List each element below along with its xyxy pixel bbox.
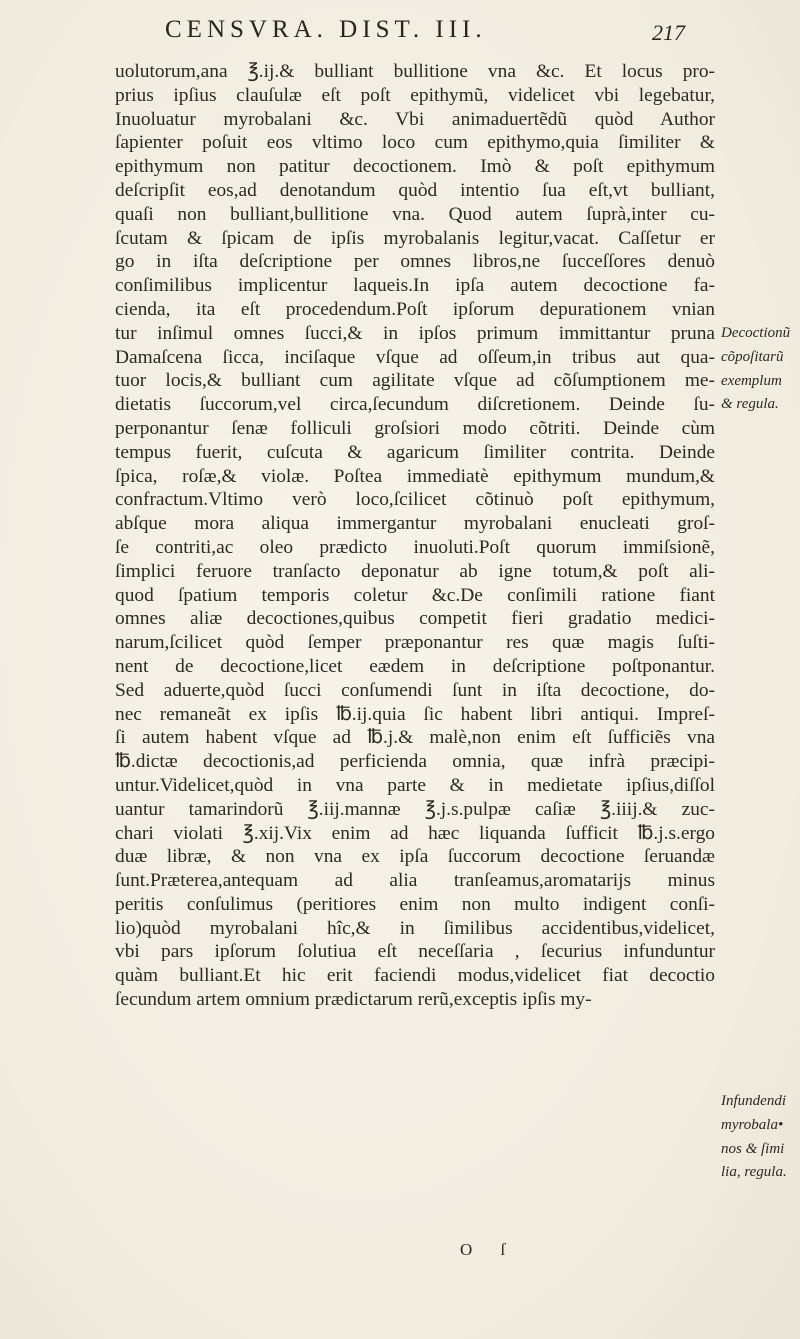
text-line: lio)quòd myrobalani hîc,& in ſimilibus accidentibus,videlicet,	[115, 917, 715, 939]
text-line: duæ libræ, & non vna ex ipſa ſuccorum decoctione ſeruandæ	[115, 846, 715, 868]
text-line: quaſi non bulliant,bullitione vna. Quod autem ſuprà,inter cu-	[115, 203, 715, 225]
text-line: tempus fuerit, cuſcuta & agaricum ſimiliter contrita. Deinde	[115, 441, 715, 463]
page-number: 217	[652, 20, 685, 45]
text-line: narum,ſcilicet quòd ſemper præponantur res quæ magis ſuſti-	[115, 632, 715, 654]
text-line: untur.Videlicet,quòd in vna parte & in medietate ipſius,diſſol	[115, 774, 715, 796]
text-line: Damaſcena ſicca, inciſaque vſque ad oſſeum,in tribus aut qua-	[115, 346, 715, 368]
text-line: deſcripſit eos,ad denotandum quòd intentio ſua eſt,vt bulliant,	[115, 179, 715, 201]
text-line: ſunt.Præterea,antequam ad alia tranſeamus,aromatarijs minus	[115, 870, 715, 892]
text-line: ſecundum artem omnium prædictarum rerũ,exceptis ipſis my-	[115, 989, 592, 1011]
text-line: conſimilibus implicentur laqueis.In ipſa autem decoctione fa-	[115, 275, 715, 297]
text-line: confractum.Vltimo verò loco,ſcilicet cõtinuò poſt epithymum,	[115, 489, 715, 511]
running-title: CENSVRA. DIST. III.	[165, 16, 487, 43]
running-head	[165, 16, 685, 50]
margin-note-line: exemplum	[721, 372, 782, 389]
margin-note-line: lia, regula.	[721, 1164, 787, 1181]
margin-note-line: cõpoſitarũ	[721, 348, 784, 365]
catchword-signature: O ſ	[460, 1240, 518, 1259]
body-text	[115, 60, 715, 1012]
margin-note-line: & regula.	[721, 396, 779, 413]
text-line: ſimplici feruore tranſacto deponatur ab igne totum,& poſt ali-	[115, 560, 715, 582]
text-line: ſe contriti,ac oleo prædicto inuoluti.Poſt quorum immiſsionẽ,	[115, 536, 715, 558]
margin-note-line: Decoctionũ	[721, 325, 791, 341]
text-line: ℔.dictæ decoctionis,ad perficienda omnia, quæ infrà præcipi-	[115, 751, 715, 773]
text-line: tuor locis,& bulliant cum agilitate vſque ad cõſumptionem me-	[115, 370, 715, 392]
text-line: dietatis ſuccorum,vel circa,ſecundum diſcretionem. Deinde ſu-	[115, 394, 715, 416]
text-line: prius ipſius clauſulæ eſt poſt epithymũ, videlicet vbi legebatur,	[115, 84, 715, 106]
text-line: perponantur ſenæ folliculi groſsiori modo cõtriti. Deinde cùm	[115, 417, 715, 439]
margin-note-infundendi	[721, 1090, 799, 1185]
text-line: nec remaneãt ex ipſis ℔.ij.quia ſic habent libri antiqui. Impreſ-	[115, 703, 715, 725]
text-line: go in iſta deſcriptione per omnes libros,ne ſucceſſores denuò	[115, 251, 715, 273]
margin-note-line: Infundendi	[721, 1093, 786, 1109]
text-line: uantur tamarindorũ ℥.iij.mannæ ℥.j.s.pulpæ caſiæ ℥.iiij.& zuc-	[115, 798, 715, 820]
margin-note-decoctionum	[721, 322, 799, 417]
text-line: ſi autem habent vſque ad ℔.j.& malè,non enim eſt ſufficiẽs vna	[115, 727, 715, 749]
text-line: ſapienter poſuit eos vltimo loco cum epithymo,quia ſimiliter &	[115, 132, 715, 154]
text-line: chari violati ℥.xij.Vix enim ad hæc liquanda ſufficit ℔.j.s.ergo	[115, 822, 715, 844]
text-line: tur inſimul omnes ſucci,& in ipſos primum immittantur pruna	[115, 322, 715, 344]
text-line: quod ſpatium temporis coletur &c.De conſimili ratione fiant	[115, 584, 715, 606]
text-line: epithymum non patitur decoctionem. Imò & poſt epithymum	[115, 156, 715, 178]
text-line: peritis conſulimus (peritiores enim non multo indigent conſi-	[115, 893, 715, 915]
text-line: ſcutam & ſpicam de ipſis myrobalanis legitur,vacat. Caſſetur er	[115, 227, 715, 249]
text-line: abſque mora aliqua immergantur myrobalani enucleati groſ-	[115, 513, 715, 535]
margin-note-line: nos & ſimi	[721, 1140, 785, 1157]
text-line: quàm bulliant.Et hic erit faciendi modus,videlicet fiat decoctio	[115, 965, 715, 987]
text-line: nent de decoctione,licet eædem in deſcriptione poſtponantur.	[115, 655, 715, 677]
text-line: omnes aliæ decoctiones,quibus competit fieri gradatio medici-	[115, 608, 715, 630]
text-line: cienda, ita eſt procedendum.Poſt ipſorum depurationem vnian	[115, 298, 715, 320]
margin-note-line: myrobala•	[721, 1116, 784, 1133]
text-line: Inuoluatur myrobalani &c. Vbi animaduertẽdũ quòd Author	[115, 108, 715, 130]
text-line: vbi pars ipſorum ſolutiua eſt neceſſaria , ſecurius infunduntur	[115, 941, 715, 963]
text-line: Sed aduerte,quòd ſucci conſumendi ſunt in iſta decoctione, do-	[115, 679, 715, 701]
text-line: uolutorum,ana ℥.ij.& bulliant bullitione vna &c. Et locus pro-	[115, 61, 715, 82]
text-line: ſpica, roſæ,& violæ. Poſtea immediatè epithymum mundum,&	[115, 465, 715, 487]
